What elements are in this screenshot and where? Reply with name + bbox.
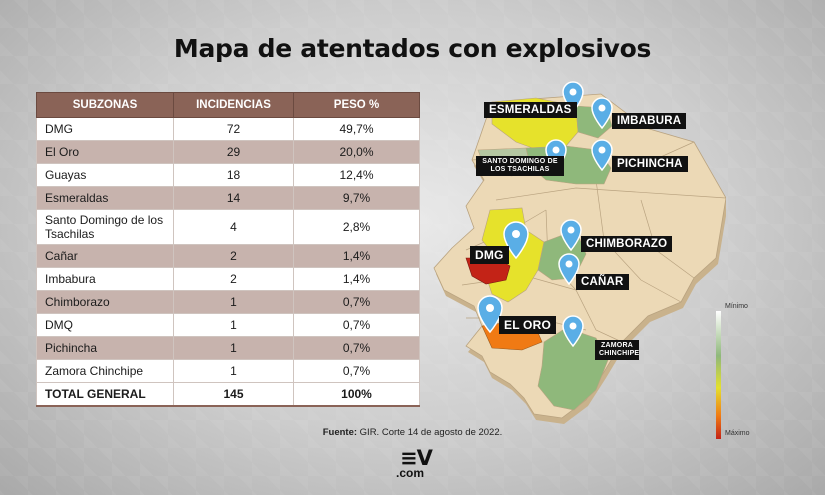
cell-incidencias: 29: [174, 141, 294, 164]
cell-subzona: Cañar: [37, 245, 174, 268]
incidents-table: [36, 92, 420, 407]
table-row: [37, 314, 420, 337]
source-label: Fuente:: [322, 427, 358, 438]
table-row: [37, 118, 420, 141]
cell-peso: 0,7%: [294, 337, 420, 360]
cell-peso: 20,0%: [294, 141, 420, 164]
header-subzonas: SUBZONAS: [37, 93, 174, 118]
intensity-legend-bar: [716, 311, 721, 439]
cell-incidencias: 4: [174, 210, 294, 245]
cell-subzona: El Oro: [37, 141, 174, 164]
label-chimborazo: CHIMBORAZO: [581, 236, 672, 252]
cell-incidencias: 1: [174, 314, 294, 337]
cell-incidencias: 14: [174, 187, 294, 210]
table-header: [37, 93, 420, 118]
table-row: [37, 337, 420, 360]
cell-incidencias: 72: [174, 118, 294, 141]
table-row: [37, 187, 420, 210]
cell-subzona: Chimborazo: [37, 291, 174, 314]
cell-peso: 2,8%: [294, 210, 420, 245]
cell-incidencias: 1: [174, 360, 294, 383]
table-row: [37, 268, 420, 291]
cell-subzona: DMG: [37, 118, 174, 141]
total-incidencias: 145: [174, 383, 294, 407]
cell-incidencias: 2: [174, 245, 294, 268]
cell-peso: 9,7%: [294, 187, 420, 210]
cell-peso: 1,4%: [294, 245, 420, 268]
cell-subzona: Esmeraldas: [37, 187, 174, 210]
cell-incidencias: 1: [174, 291, 294, 314]
label-dmg: DMG: [470, 246, 509, 264]
label-zamora: ZAMORA CHINCHIPE: [595, 340, 639, 360]
label-canar: CAÑAR: [576, 274, 629, 290]
cell-subzona: Pichincha: [37, 337, 174, 360]
source-text: GIR. Corte 14 de agosto de 2022.: [357, 427, 503, 438]
table-row: [37, 141, 420, 164]
label-imbabura: IMBABURA: [612, 113, 686, 129]
total-label: TOTAL GENERAL: [37, 383, 174, 407]
legend-max-label: Máximo: [725, 430, 750, 437]
cell-incidencias: 2: [174, 268, 294, 291]
cell-incidencias: 18: [174, 164, 294, 187]
total-peso: 100%: [294, 383, 420, 407]
cell-subzona: Zamora Chinchipe: [37, 360, 174, 383]
table-row: [37, 245, 420, 268]
table-row: [37, 291, 420, 314]
cell-subzona: Guayas: [37, 164, 174, 187]
label-esmeraldas: ESMERALDAS: [484, 102, 577, 118]
source-note: [0, 427, 825, 438]
logo-com: .com: [396, 466, 425, 480]
page-title: Mapa de atentados con explosivos: [173, 34, 652, 63]
ev-logo: [392, 446, 440, 480]
label-pichincha: PICHINCHA: [612, 156, 688, 172]
cell-peso: 12,4%: [294, 164, 420, 187]
table-row: [37, 360, 420, 383]
cell-incidencias: 1: [174, 337, 294, 360]
table-row: [37, 164, 420, 187]
cell-peso: 49,7%: [294, 118, 420, 141]
cell-peso: 1,4%: [294, 268, 420, 291]
header-incidencias: INCIDENCIAS: [174, 93, 294, 118]
label-santo-domingo: SANTO DOMINGO DE LOS TSACHILAS: [476, 156, 564, 176]
cell-peso: 0,7%: [294, 360, 420, 383]
cell-subzona: Santo Domingo de los Tsachilas: [37, 210, 174, 245]
logo-ev: ≡V: [400, 446, 432, 470]
legend-min-label: Mínimo: [725, 303, 748, 310]
cell-subzona: Imbabura: [37, 268, 174, 291]
label-el-oro: EL ORO: [499, 316, 556, 334]
cell-peso: 0,7%: [294, 314, 420, 337]
cell-peso: 0,7%: [294, 291, 420, 314]
header-peso: PESO %: [294, 93, 420, 118]
table-total-row: [37, 383, 420, 407]
cell-subzona: DMQ: [37, 314, 174, 337]
table-row: [37, 210, 420, 245]
